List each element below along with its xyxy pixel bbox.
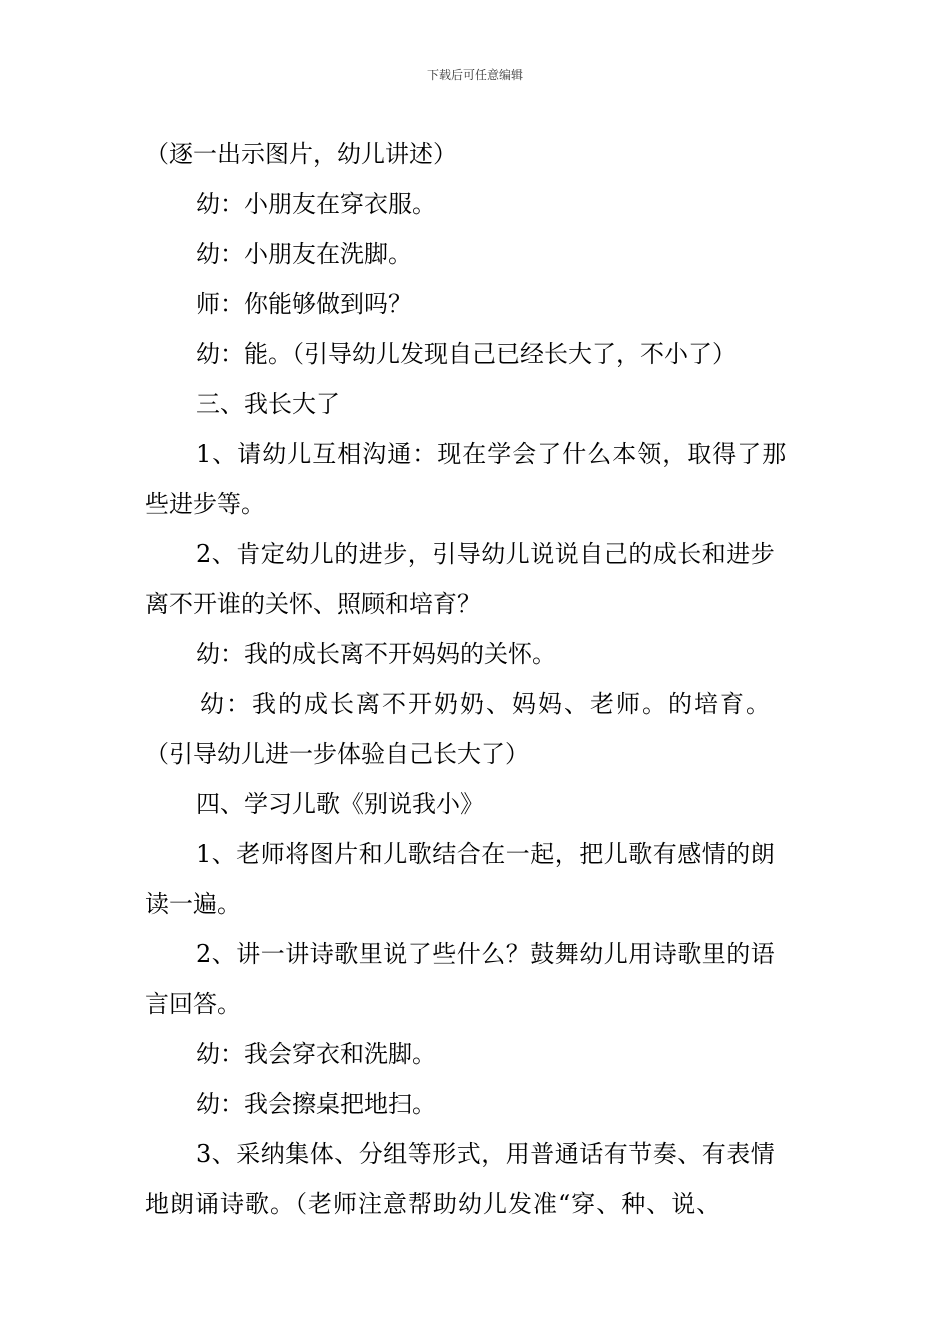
text-line: 1、老师将图片和儿歌结合在一起，把儿歌有感情的朗 bbox=[196, 840, 776, 868]
text-line: 2、肯定幼儿的进步，引导幼儿说说自己的成长和进步 bbox=[196, 540, 776, 568]
text-line: 地朗诵诗歌。（老师注意帮助幼儿发准“穿、种、说、 bbox=[145, 1190, 722, 1218]
text-line: 幼：小朋友在穿衣服。 bbox=[196, 190, 436, 218]
text-line: 幼：我的成长离不开奶奶、妈妈、老师。的培育。 bbox=[200, 690, 772, 718]
text-line: 2、讲一讲诗歌里说了些什么？鼓舞幼儿用诗歌里的语 bbox=[196, 940, 776, 968]
text-line: 幼：小朋友在洗脚。 bbox=[196, 240, 412, 268]
text-line: （引导幼儿进一步体验自己长大了） bbox=[145, 740, 529, 768]
text-line: 言回答。 bbox=[145, 990, 241, 1018]
text-line: 师：你能够做到吗？ bbox=[196, 290, 412, 318]
text-line: 四、学习儿歌《别说我小》 bbox=[196, 790, 484, 818]
text-line: 幼：我会穿衣和洗脚。 bbox=[196, 1040, 436, 1068]
text-line: 幼：我的成长离不开妈妈的关怀。 bbox=[196, 640, 556, 668]
text-line: 3、采纳集体、分组等形式，用普通话有节奏、有表情 bbox=[196, 1140, 776, 1168]
text-line: 1、请幼儿互相沟通：现在学会了什么本领，取得了那 bbox=[196, 440, 788, 468]
text-line: （逐一出示图片，幼儿讲述） bbox=[145, 140, 457, 168]
text-line: 幼：我会擦桌把地扫。 bbox=[196, 1090, 436, 1118]
text-line: 幼：能。（引导幼儿发现自己已经长大了，不小了） bbox=[196, 340, 736, 368]
text-line: 些进步等。 bbox=[145, 490, 265, 518]
text-line: 读一遍。 bbox=[145, 890, 241, 918]
text-line: 离不开谁的关怀、照顾和培育？ bbox=[145, 590, 481, 618]
page-header: 下载后可任意编辑 bbox=[426, 68, 523, 82]
text-line: 三、我长大了 bbox=[196, 390, 340, 418]
